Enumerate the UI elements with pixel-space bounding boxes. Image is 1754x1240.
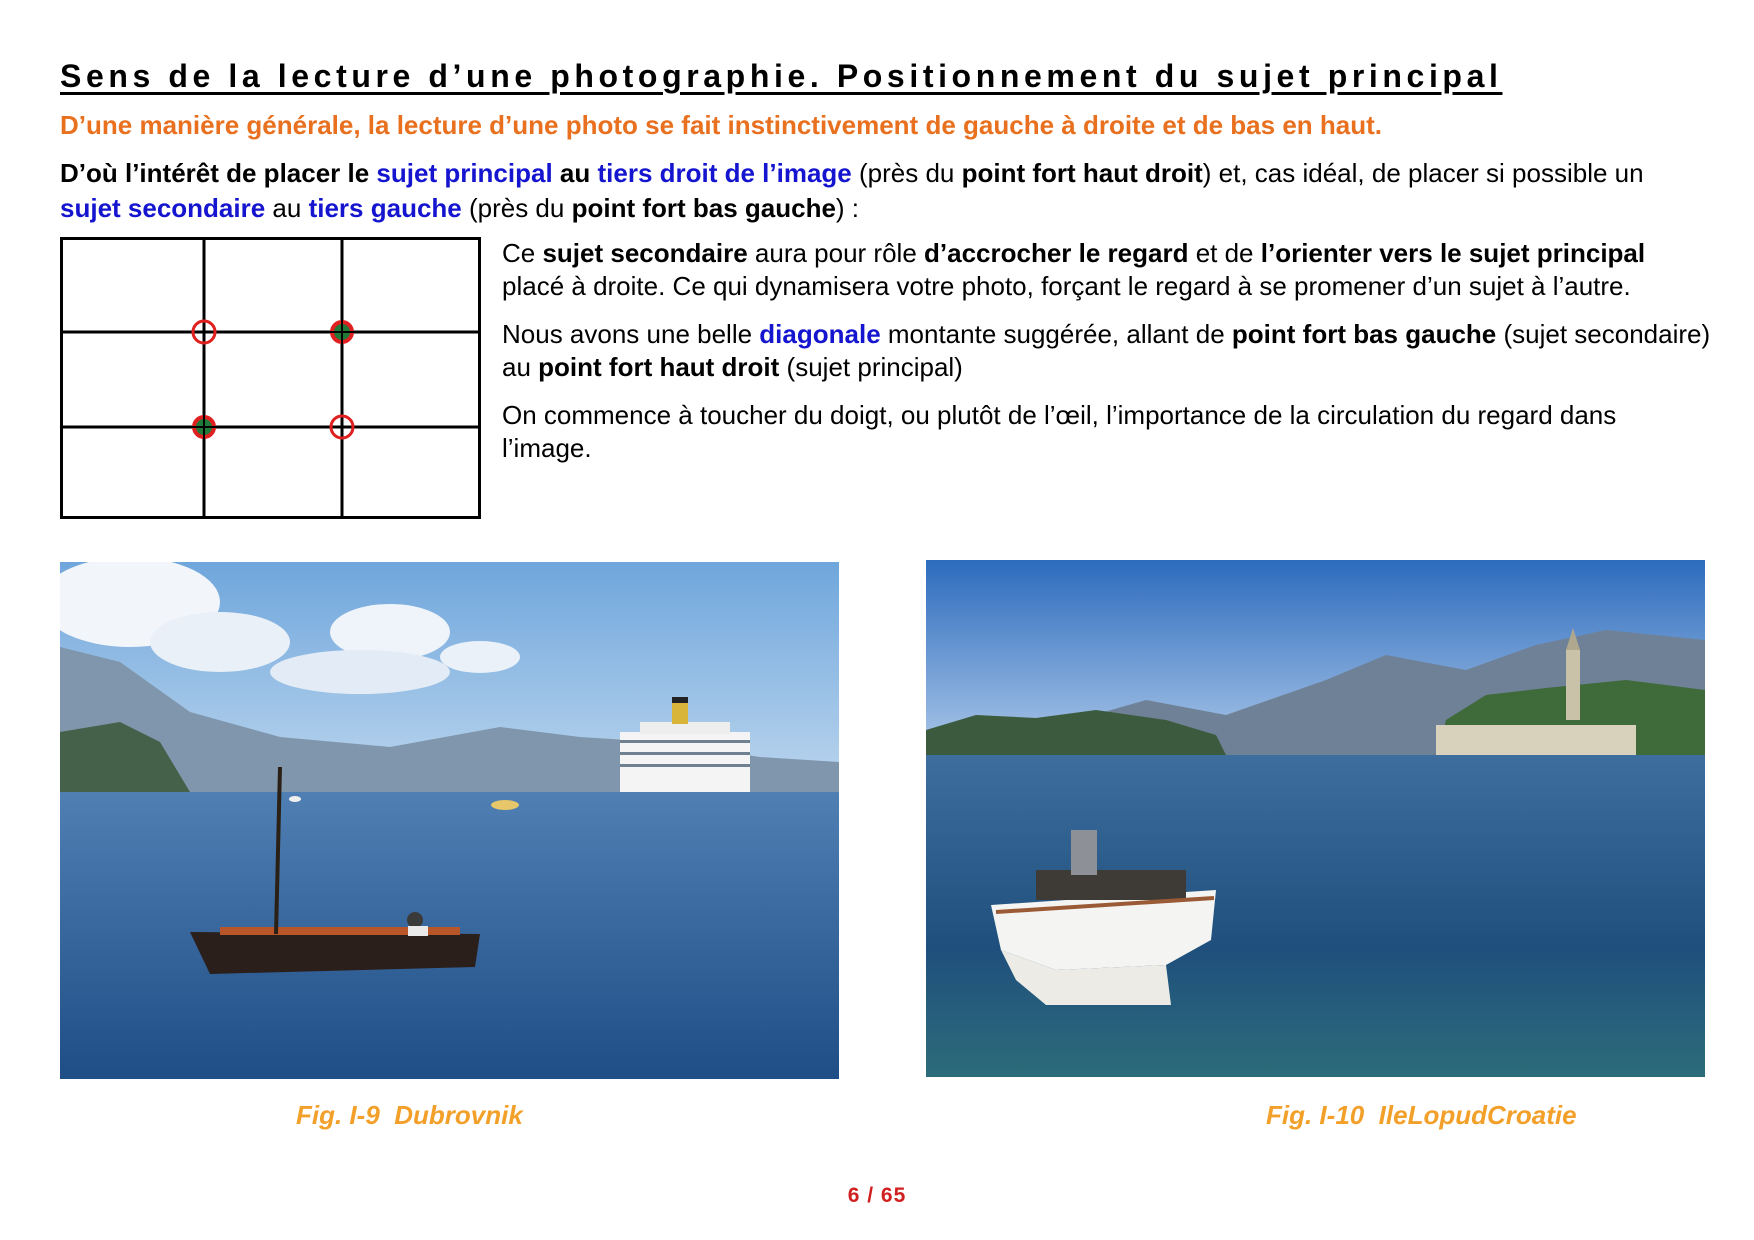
intro-text: au [552,158,598,188]
text: Ce [502,238,543,268]
text: Nous avons une belle [502,319,760,349]
intro-text: ) et, cas idéal, de placer si possible un [1202,158,1644,188]
text: (sujet principal) [779,352,963,382]
text: (sujet secondaire) au [502,319,1711,382]
keyword-point-fort-haut-droit: point fort haut droit [961,158,1203,188]
keyword-sujet-secondaire: sujet secondaire [60,193,266,223]
text: placé à droite. Ce qui dynamisera votre photo, forçant le regard à se promener d’un sujet à l’autre. [502,271,1631,301]
intro-paragraph [60,156,1710,226]
keyword-accrocher: d’accrocher le regard [924,238,1189,268]
text: montante suggérée, allant de [880,319,1232,349]
keyword-tiers-droit: tiers droit de l’image [597,158,852,188]
rule-of-thirds-diagram [60,237,481,519]
intro-text: D’où l’intérêt de placer le [60,158,377,188]
paragraph-diagonal [502,318,1712,384]
intro-text: (près du [461,193,572,223]
intro-text: (près du [851,158,962,188]
explanation-text [502,237,1712,480]
keyword-sujet-principal: sujet principal [376,158,553,188]
keyword-tiers-gauche: tiers gauche [308,193,462,223]
photo-ile-lopud [926,560,1705,1077]
intro-text: ) : [835,193,860,223]
figure-caption-lopud: Fig. I-10 IleLopudCroatie [1266,1100,1577,1130]
page-title: Sens de la lecture d’une photographie. Positionnement du sujet principal [60,58,1503,94]
keyword-orienter: l’orienter vers le sujet principal [1260,238,1646,268]
page-number: 6 / 65 [847,1184,907,1207]
text: et de [1188,238,1261,268]
text: aura pour rôle [747,238,924,268]
paragraph-secondary-subject [502,237,1712,303]
keyword-diagonale: diagonale [759,319,881,349]
strong-point-top-right-filled [330,320,354,344]
keyword-sujet-secondaire: sujet secondaire [542,238,748,268]
figure-caption-dubrovnik: Fig. I-9 Dubrovnik [296,1100,523,1130]
diagram-frame [62,239,480,518]
paragraph-circulation: On commence à toucher du doigt, ou plutôt de l’œil, l’importance de la circulation du regard dans l’image. [502,400,1617,463]
subtitle: D’une manière générale, la lecture d’une photo se fait instinctivement de gauche à droite et de bas en haut. [60,110,1382,140]
photo-dubrovnik [60,562,839,1079]
intro-text: au [265,193,309,223]
strong-point-bottom-left-filled [192,415,216,439]
keyword-point-fort-bas-gauche: point fort bas gauche [571,193,836,223]
keyword-point-fort-haut-droit: point fort haut droit [538,352,780,382]
keyword-point-fort-bas-gauche: point fort bas gauche [1231,319,1497,349]
